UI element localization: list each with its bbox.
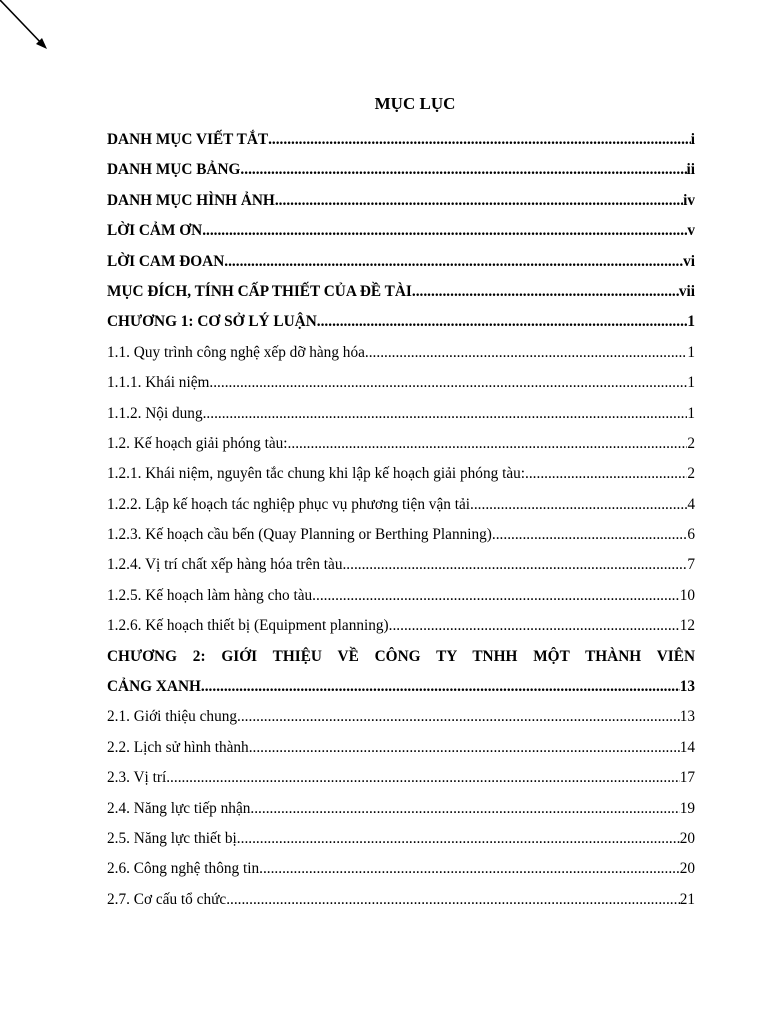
dot-leader [268, 125, 691, 155]
toc-entry[interactable] [107, 794, 695, 824]
toc-entry-label: 1.2.6. Kế hoạch thiết bị (Equipment planning) [107, 617, 389, 635]
dot-leader [389, 611, 680, 641]
toc-title: MỤC LỤC [374, 94, 456, 113]
toc-entry-page: vii [678, 282, 695, 300]
toc-entry-label: DANH MỤC VIẾT TẮT [107, 131, 269, 148]
toc-entry[interactable] [107, 459, 695, 489]
toc-entry-label: 2.1. Giới thiệu chung [107, 708, 238, 726]
toc-entry-label: LỜI CAM ĐOAN [107, 252, 225, 270]
toc-entry-page: 1 [687, 374, 695, 392]
toc-entry-label: 2.5. Năng lực thiết bị [107, 829, 237, 847]
toc-entry-label: 2.7. Cơ cấu tổ chức [107, 890, 227, 908]
toc-entry[interactable] [107, 824, 695, 854]
toc-entry[interactable] [107, 581, 695, 611]
toc-entry[interactable] [107, 763, 695, 793]
toc-entry-label: 1.1.2. Nội dung [107, 404, 203, 422]
toc-entry-label: 2.3. Vị trí [107, 769, 167, 787]
dot-leader [240, 155, 686, 185]
dot-leader [525, 459, 687, 489]
dot-leader [492, 520, 687, 550]
toc-entry-page: 1 [687, 343, 695, 361]
dot-leader [202, 216, 687, 246]
toc-entry-page: 2 [687, 434, 695, 452]
toc-entry-chapter-2-line-1[interactable] [107, 642, 695, 672]
toc-entry-label: MỤC ĐÍCH, TÍNH CẤP THIẾT CỦA ĐỀ TÀI [107, 282, 412, 300]
toc-entry[interactable] [107, 399, 695, 429]
dot-leader [342, 550, 687, 580]
dot-leader [209, 368, 687, 398]
toc-entry-label: 1.2.5. Kế hoạch làm hàng cho tàu [107, 586, 313, 604]
toc-entry-page: 4 [687, 495, 695, 513]
table-of-contents [107, 125, 695, 915]
toc-entry-label: LỜI CẢM ƠN [107, 222, 203, 240]
dot-leader [203, 399, 688, 429]
dot-leader [470, 490, 687, 520]
toc-entry-page: 19 [679, 799, 695, 817]
toc-entry[interactable] [107, 702, 695, 732]
dot-leader [259, 854, 680, 884]
toc-entry-page: v [687, 222, 695, 240]
dot-leader [275, 186, 683, 216]
toc-entry[interactable] [107, 277, 695, 307]
toc-entry[interactable] [107, 307, 695, 337]
dot-leader [412, 277, 679, 307]
dot-leader [249, 733, 680, 763]
toc-entry-page: 7 [687, 556, 695, 574]
arrow-icon [0, 0, 60, 60]
toc-entry-page: 6 [687, 526, 695, 544]
toc-entry[interactable] [107, 429, 695, 459]
toc-entry-page: 21 [679, 890, 695, 908]
toc-entry-page: iv [683, 191, 695, 209]
toc-entry-page: 14 [679, 738, 695, 756]
dot-leader [312, 581, 680, 611]
dot-leader [237, 702, 680, 732]
toc-entry-page: 10 [679, 586, 695, 604]
toc-entry-label: 2.2. Lịch sử hình thành [107, 738, 249, 756]
toc-entry-label: DANH MỤC HÌNH ẢNH [107, 191, 275, 209]
toc-entry-label: DANH MỤC BẢNG [107, 161, 241, 179]
toc-entry-label: 1.2.3. Kế hoạch cầu bến (Quay Planning or Berthing Planning) [107, 526, 492, 544]
toc-entry[interactable] [107, 490, 695, 520]
toc-entry-page: 17 [679, 769, 695, 787]
toc-entry-page: 2 [687, 465, 695, 483]
toc-entry-page: ii [686, 161, 695, 179]
toc-entry-page: 12 [679, 617, 695, 635]
toc-entry-page: 13 [679, 678, 695, 696]
dot-leader [166, 763, 679, 793]
toc-entry-page: 1 [687, 404, 695, 422]
toc-entry-label: CHƯƠNG 2: GIỚI THIỆU VỀ CÔNG TY TNHH MỘT THÀNH VIÊN [107, 647, 695, 665]
toc-entry-page: 20 [679, 860, 695, 878]
toc-entry-page: 13 [679, 708, 695, 726]
toc-entry-label: 1.1.1. Khái niệm [107, 374, 210, 392]
toc-entry-chapter-2-line-2[interactable] [107, 672, 695, 702]
toc-entry[interactable] [107, 338, 695, 368]
toc-entry[interactable] [107, 520, 695, 550]
toc-entry[interactable] [107, 368, 695, 398]
toc-entry[interactable] [107, 611, 695, 641]
toc-entry[interactable] [107, 854, 695, 884]
toc-entry-label: CẢNG XANH [107, 678, 201, 696]
toc-entry-label: 1.2. Kế hoạch giải phóng tàu: [107, 434, 288, 452]
dot-leader [288, 429, 688, 459]
dot-leader [365, 338, 687, 368]
toc-entry-label: 1.2.4. Vị trí chất xếp hàng hóa trên tàu [107, 556, 343, 574]
dot-leader [317, 307, 688, 337]
toc-entry[interactable] [107, 125, 695, 155]
toc-entry-label: 1.2.2. Lập kế hoạch tác nghiệp phục vụ phương tiện vận tải [107, 495, 471, 513]
toc-entry-page: vi [683, 252, 695, 270]
dot-leader [224, 247, 683, 277]
toc-entry-label: 1.1. Quy trình công nghệ xếp dỡ hàng hóa [107, 343, 365, 361]
toc-entry[interactable] [107, 155, 695, 185]
toc-entry[interactable] [107, 247, 695, 277]
toc-entry-page: i [690, 131, 695, 148]
toc-entry-page: 1 [687, 313, 695, 331]
dot-leader [201, 672, 680, 702]
toc-entry-label: 1.2.1. Khái niệm, nguyên tắc chung khi lập kế hoạch giải phóng tàu: [107, 465, 526, 483]
toc-entry[interactable] [107, 186, 695, 216]
toc-entry[interactable] [107, 216, 695, 246]
toc-entry[interactable] [107, 550, 695, 580]
dot-leader [250, 794, 679, 824]
dot-leader [237, 824, 680, 854]
toc-entry-label: CHƯƠNG 1: CƠ SỞ LÝ LUẬN [107, 313, 317, 331]
toc-entry-label: 2.6. Công nghệ thông tin [107, 860, 260, 878]
toc-entry-label: 2.4. Năng lực tiếp nhận [107, 799, 251, 817]
dot-leader [226, 885, 680, 915]
toc-entry-page: 20 [679, 829, 695, 847]
toc-entry[interactable] [107, 733, 695, 763]
toc-entry[interactable] [107, 885, 695, 915]
